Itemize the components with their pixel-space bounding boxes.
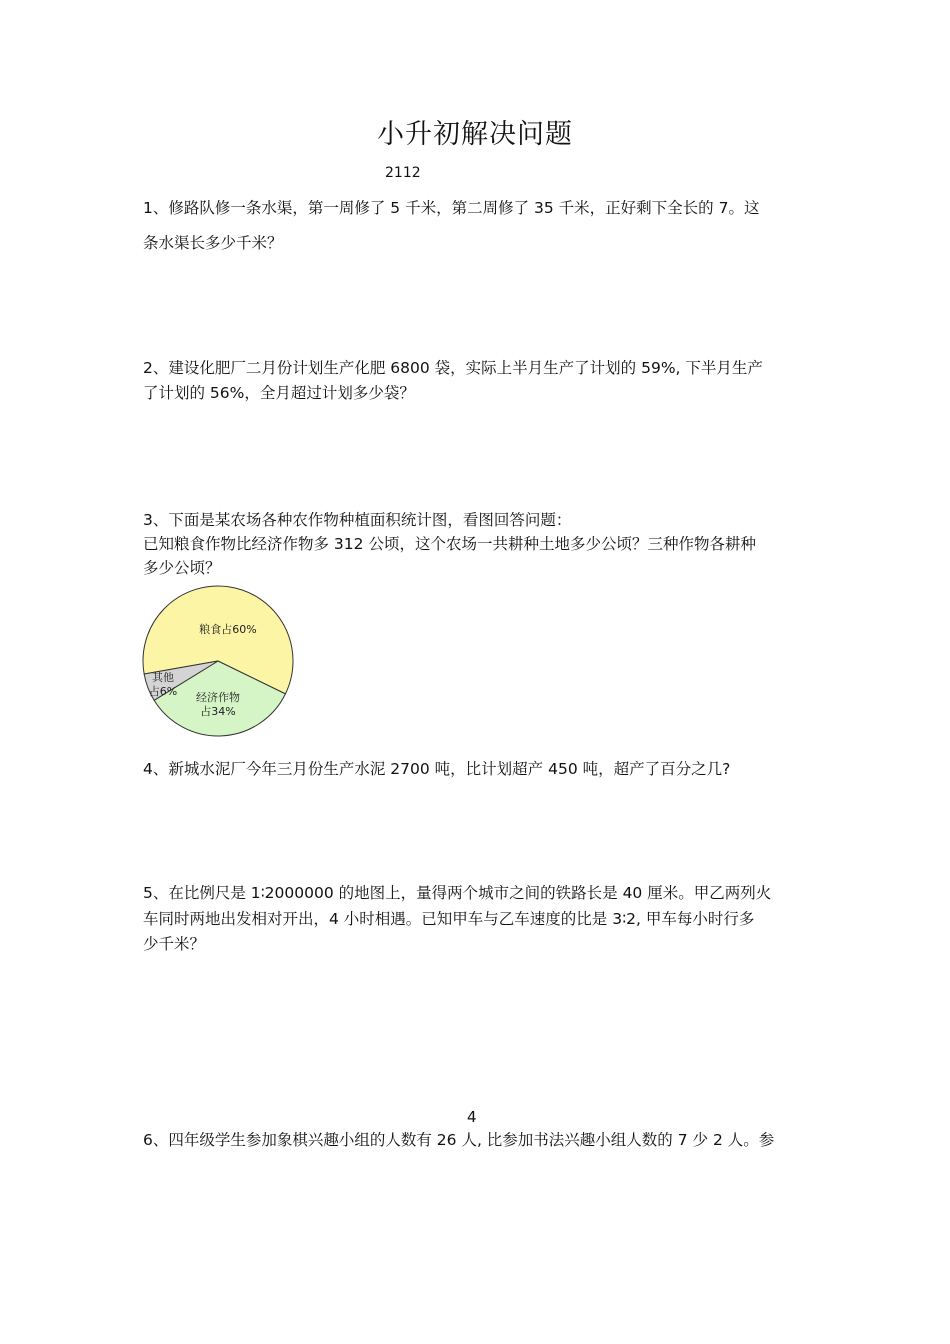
pie-label-1: 粮食占60%: [199, 623, 257, 636]
problem-3-line-3: 多少公顷？: [143, 559, 221, 577]
problem-2-line-2: 了计划的 56%，全月超过计划多少袋？: [143, 384, 415, 402]
pie-label-3: 其他: [152, 671, 174, 684]
problem-6-line-1: 6、四年级学生参加象棋兴趣小组的人数有 26 人, 比参加书法兴趣小组人数的 7 少 2 人。参: [143, 1131, 775, 1149]
problem-3-line-2: 已知粮食作物比经济作物多 312 公顷，这个农场一共耕种土地多少公顷？三种作物各耕种: [143, 535, 756, 553]
pie-label-2: 经济作物: [196, 691, 240, 704]
problem-3-line-1: 3、下面是某农场各种农作物种植面积统计图，看图回答问题：: [143, 511, 572, 529]
problem-1-line-1: 1、修路队修一条水渠，第一周修了 5 千米，第二周修了 35 千米，正好剩下全长的 7。这: [143, 199, 760, 217]
problem-2-line-1: 2、建设化肥厂二月份计划生产化肥 6800 袋，实际上半月生产了计划的 59%, 下半月生产: [143, 359, 763, 377]
page-title: 小升初解决问题: [377, 119, 573, 150]
problem-5-line-1: 5、在比例尺是 1∶2000000 的地图上，量得两个城市之间的铁路长是 40 厘米。甲乙两列火: [143, 884, 772, 902]
problem-4-line-1: 4、新城水泥厂今年三月份生产水泥 2700 吨，比计划超产 450 吨，超产了百分之几?: [143, 760, 731, 778]
pie-label-2-line2: 占34%: [200, 705, 236, 718]
problem-5-line-3: 少千米？: [143, 935, 206, 953]
pie-label-3-line2: 占6%: [148, 685, 178, 698]
problem-1-line-2: 条水渠长多少千米？: [143, 234, 283, 252]
problem-5-line-2: 车同时两地出发相对开出，4 小时相遇。已知甲车与乙车速度的比是 3∶2, 甲车每小时行多: [143, 910, 755, 928]
document-code: 2112: [385, 165, 421, 181]
page-number: 4: [467, 1108, 477, 1126]
crop-area-pie-chart: [140, 578, 300, 744]
